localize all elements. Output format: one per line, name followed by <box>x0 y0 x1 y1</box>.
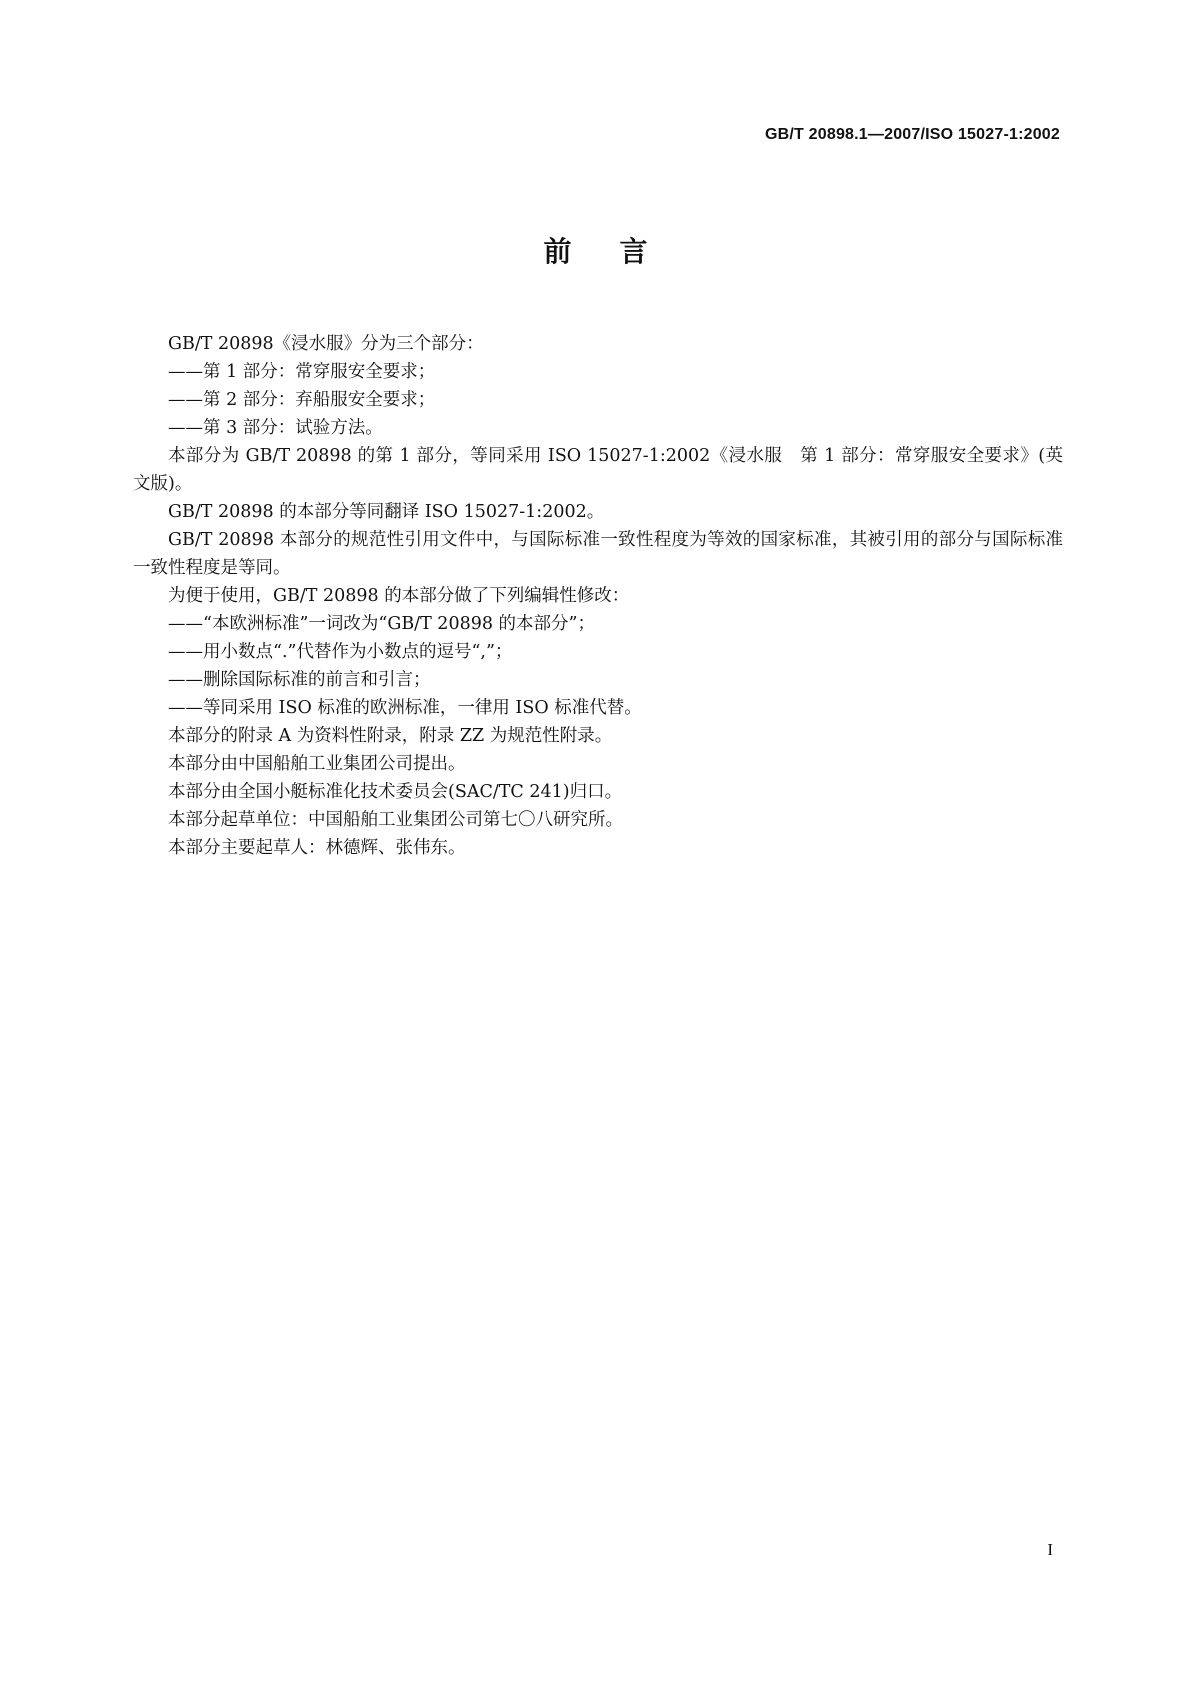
paragraph-10: ——用小数点“.”代替作为小数点的逗号“,”； <box>168 642 513 662</box>
paragraph-7: GB/T 20898 本部分的规范性引用文件中，与国际标准一致性程度为等效的国家标准，其被引用的部分与国际标准一致性程度是等同。 <box>133 530 1063 578</box>
paragraph-5: 本部分为 GB/T 20898 的第 1 部分，等同采用 ISO 15027-1:2002《浸水服 第 1 部分：常穿服安全要求》(英文版)。 <box>133 446 1063 494</box>
paragraph-17: 本部分主要起草人：林德辉、张伟东。 <box>168 838 466 858</box>
foreword-body <box>133 330 1063 862</box>
standard-code-header: GB/T 20898.1—2007/ISO 15027-1:2002 <box>765 126 1060 143</box>
paragraph-12: ——等同采用 ISO 标准的欧洲标准，一律用 ISO 标准代替。 <box>168 698 642 718</box>
paragraph-4: ——第 3 部分：试验方法。 <box>168 418 383 438</box>
paragraph-9: ——“本欧洲标准”一词改为“GB/T 20898 的本部分”； <box>168 614 595 634</box>
paragraph-11: ——删除国际标准的前言和引言； <box>168 670 431 690</box>
page-number: I <box>1047 1540 1053 1559</box>
paragraph-3: ——第 2 部分：弃船服安全要求； <box>168 390 436 410</box>
paragraph-1: GB/T 20898《浸水服》分为三个部分： <box>168 334 484 354</box>
paragraph-13: 本部分的附录 A 为资料性附录，附录 ZZ 为规范性附录。 <box>168 726 613 746</box>
paragraph-14: 本部分由中国船舶工业集团公司提出。 <box>168 754 466 774</box>
paragraph-6: GB/T 20898 的本部分等同翻译 ISO 15027-1:2002。 <box>168 502 605 522</box>
paragraph-2: ——第 1 部分：常穿服安全要求； <box>168 362 436 382</box>
page-title: 前言 <box>543 235 696 268</box>
paragraph-15: 本部分由全国小艇标准化技术委员会(SAC/TC 241)归口。 <box>168 782 623 802</box>
paragraph-16: 本部分起草单位：中国船舶工业集团公司第七〇八研究所。 <box>168 810 623 830</box>
paragraph-8: 为便于使用，GB/T 20898 的本部分做了下列编辑性修改： <box>168 586 630 606</box>
